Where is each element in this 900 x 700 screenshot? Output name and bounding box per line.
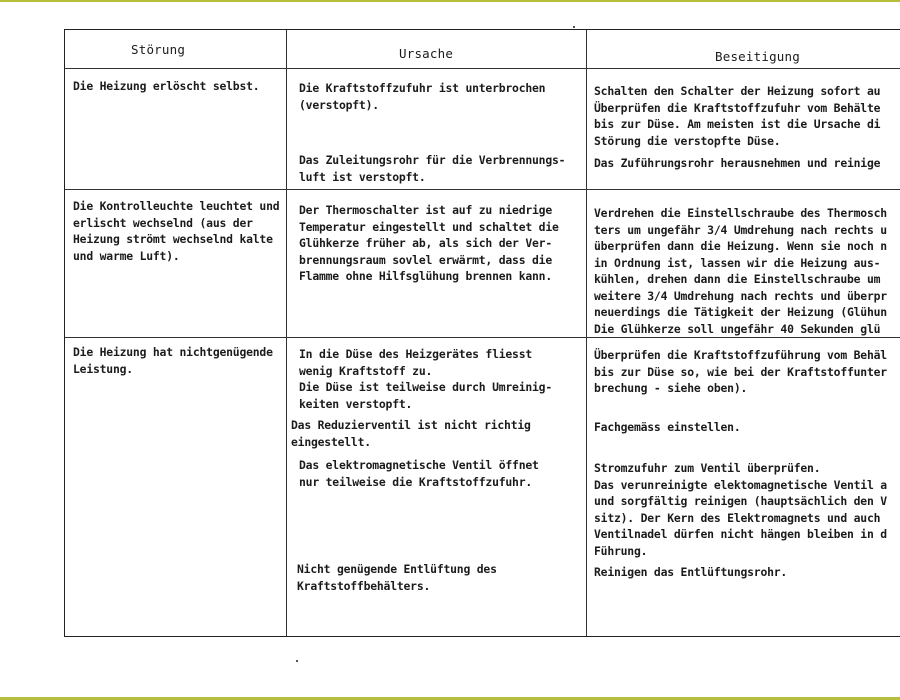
row1-ursache-2: Das Zuleitungsrohr für die Verbrennungs- luft ist verstopft. xyxy=(299,153,566,184)
row3-ursache-4: Nicht genügende Entlüftung des Kraftstoffbehälters. xyxy=(297,562,497,593)
troubleshooting-table xyxy=(64,29,900,637)
row2-stoerung: Die Kontrolleuchte leuchtet und erlischt wechselnd (aus der Heizung strömt wechselnd kalte und warme Luft). xyxy=(73,199,280,263)
row3-stoerung: Die Heizung hat nichtgenügende Leistung. xyxy=(73,345,273,376)
row2-ursache-1: Der Thermoschalter ist auf zu niedrige Temperatur eingestellt und schaltet die Glühkerze früher ab, als sich der Ver- brennungsraum sovlel erwärmt, dass die Flamme ohne Hilfsglühung brennen kann. xyxy=(299,203,559,283)
row3-beseitigung-3: Stromzufuhr zum Ventil überprüfen. Das verunreinigte elektomagnetische Ventil a und sorgfältig reinigen (hauptsächlich den V sitz). Der Kern des Elektromagnets und auch Ventilnadel dürfen nicht hängen bleiben in d Führung. xyxy=(594,461,887,558)
row2-beseitigung-1: Verdrehen die Einstellschraube des Thermosch ters um ungefähr 3/4 Umdrehung nach rechts u überprüfen dann die Heizung. Wenn sie noch n in Ordnung ist, lassen wir die Heizung aus- kühlen, drehen dann die Einstellschraube um weitere 3/4 Umdrehung nach rechts und überpr neuerdings die Tätigkeit der Heizung (Glühun Die Glühkerze soll ungefähr 40 Sekunden glü xyxy=(594,206,887,336)
row3-ursache-1: In die Düse des Heizgerätes fliesst wenig Kraftstoff zu. Die Düse ist teilweise durch Umreinig- keiten verstopft. xyxy=(299,347,552,411)
top-border xyxy=(0,0,900,2)
row1-beseitigung-2: Das Zuführungsrohr herausnehmen und reinige xyxy=(594,156,881,170)
row3-beseitigung-1: Überprüfen die Kraftstoffzuführung vom Behäl bis zur Düse so, wie bei der Kraftstoffunter brechung - siehe oben). xyxy=(594,348,887,395)
row3-ursache-3: Das elektromagnetische Ventil öffnet nur teilweise die Kraftstoffzufuhr. xyxy=(299,458,539,489)
row-divider xyxy=(65,189,900,190)
row1-ursache-1: Die Kraftstoffzufuhr ist unterbrochen (verstopft). xyxy=(299,81,546,112)
row1-beseitigung-1: Schalten den Schalter der Heizung sofort au Überprüfen die Kraftstoffzufuhr vom Behälte bis zur Düse. Am meisten ist die Ursache di Störung die verstopfte Düse. xyxy=(594,84,881,148)
row3-beseitigung-4: Reinigen das Entlüftungsrohr. xyxy=(594,565,788,579)
column-divider xyxy=(286,30,287,636)
column-divider xyxy=(586,30,587,636)
header-divider xyxy=(65,68,900,69)
row1-stoerung: Die Heizung erlöscht selbst. xyxy=(73,79,260,93)
header-ursache: Ursache xyxy=(399,46,454,61)
row3-ursache-2: Das Reduzierventil ist nicht richtig eingestellt. xyxy=(291,418,531,449)
header-beseitigung: Beseitigung xyxy=(715,49,800,64)
scan-speck xyxy=(296,660,298,662)
row-divider xyxy=(65,337,900,338)
row3-beseitigung-2: Fachgemäss einstellen. xyxy=(594,420,741,434)
scan-speck xyxy=(573,26,575,28)
header-stoerung: Störung xyxy=(131,42,186,57)
